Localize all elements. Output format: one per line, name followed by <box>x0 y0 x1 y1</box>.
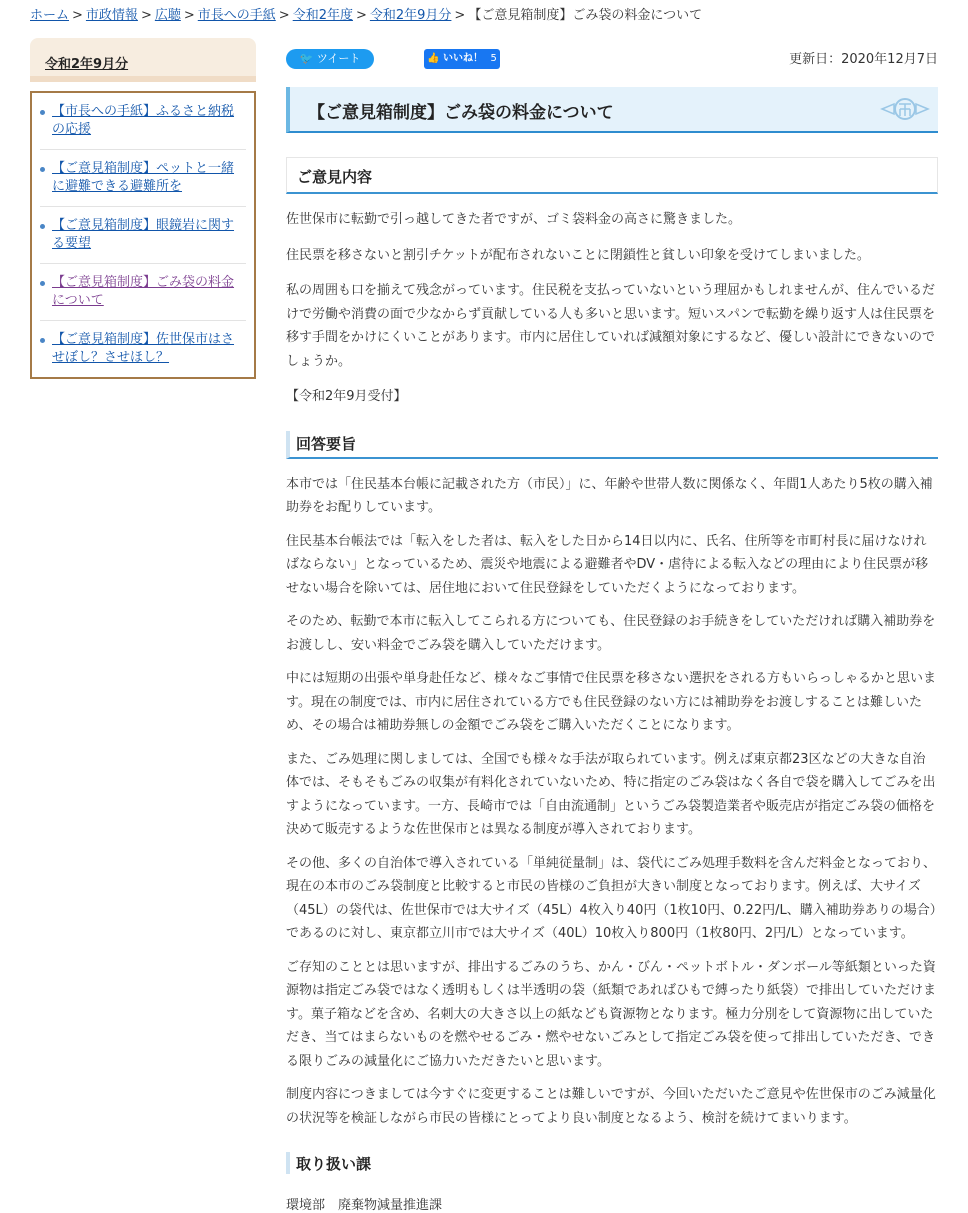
answer-paragraph: ご存知のこととは思いますが、排出するごみのうち、かん・びん・ペットボトル・ダンボール等紙類といった資源物は指定ごみ袋ではなく透明もしくは半透明の袋（紙類であればひもで縛ったり紙袋）で排出していただけます。菓子箱などを含め、名刺大の大きさ以上の紙なども資源物となります。極力分別をして資源物に出していただき、当てはまらないものを燃やせるごみ・燃やせないごみとして指定ごみ袋を使って排出していただき、できる限りごみの減量化にご協力いただきたいと思います。 <box>286 959 937 1069</box>
breadcrumb-fiscal-year[interactable]: 令和2年度 <box>292 8 353 23</box>
bullet-icon <box>40 281 45 286</box>
breadcrumb-letters-to-mayor[interactable]: 市長への手紙 <box>197 8 276 23</box>
sidebar-link-garbage-bag[interactable]: 【ご意見箱制度】ごみ袋の料金について <box>52 275 235 308</box>
opinion-paragraph: 私の周囲も口を揃えて残念がっています。住民税を支払っていないという理屈かもしれませんが、住んでいるだけで労働や消費の面で少なからず貢献している人も多いと思います。短いスパンで転勤を繰り返す人は住民票を移す手間をかけにくいことがあります。市内に居住していれば減額対象にするなど、優しい設計にできないのでしょうか。 <box>286 283 935 369</box>
tweet-button[interactable] <box>286 49 374 69</box>
breadcrumb-separator: > <box>454 8 466 23</box>
breadcrumb-separator: > <box>72 8 83 23</box>
bullet-icon <box>40 167 45 172</box>
opinion-received-date: 【令和2年9月受付】 <box>286 389 407 404</box>
department-name: 環境部 廃棄物減量推進課 <box>286 1198 443 1213</box>
opinion-paragraph: 佐世保市に転勤で引っ越してきた者ですが、ゴミ袋料金の高さに驚きました。 <box>286 212 742 227</box>
breadcrumb-public-hearing[interactable]: 広聴 <box>154 8 181 23</box>
breadcrumb-separator: > <box>355 8 367 23</box>
thumbs-up-icon: 👍 <box>427 53 444 64</box>
sidebar-item <box>40 264 246 321</box>
answer-paragraph: 制度内容につきましては今すぐに変更することは難しいですが、今回いただいたご意見や佐世保市のごみ減量化の状況等を検証しながら市民の皆様にとってより良い制度となるよう、検討を続けてまいります。 <box>286 1087 936 1126</box>
breadcrumb-separator: > <box>183 8 195 23</box>
twitter-bird-icon: 🐦 <box>299 52 317 65</box>
breadcrumb-month[interactable]: 令和2年9月分 <box>369 8 452 23</box>
opinion-paragraph: 住民票を移さないと割引チケットが配布されないことに閉鎖性と貧しい印象を受けてしまいました。 <box>286 247 870 263</box>
opinion-section <box>286 208 938 409</box>
opinion-heading: ご意見内容 <box>297 168 373 186</box>
answer-paragraph: また、ごみ処理に関しましては、全国でも様々な手法が取られています。例えば東京都23区などの大きな自治体では、そもそもごみの収集が有料化されていないため、特に指定のごみ袋はなく各自で袋を購入してごみを出すようになっています。一方、長崎市では「自由流通制」というごみ袋製造業者や販売店が指定ごみ袋の価格を決めて販売するような佐世保市とは異なる制度が導入されております。 <box>286 751 936 837</box>
bullet-icon <box>40 338 45 343</box>
updated-date: 更新日：2020年12月7日 <box>789 52 938 67</box>
sidebar-link-furusato[interactable]: 【市長への手紙】ふるさと納税の応援 <box>52 104 235 137</box>
sidebar <box>30 38 256 379</box>
answer-paragraph: そのため、転勤で本市に転入してこられる方についても、住民登録のお手続きをしていただければ購入補助券をお渡しし、安い料金でごみ袋を購入していただけます。 <box>286 614 936 653</box>
answer-paragraph: その他、多くの自治体で導入されている「単純従量制」は、袋代にごみ処理手数料を含んだ料金となっており、現在の本市のごみ袋制度と比較すると市民の皆様のご負担が大きい制度となっております。例えば、大サイズ（45L）の袋代は、佐世保市では大サイズ（45L）4枚入り40円（1枚10円、0.22円/L、購入補助券ありの場合）であるのに対し、東京都立川市では大サイズ（40L）10枚入り800円（1枚80円、2円/L）となっています。 <box>286 855 937 941</box>
sidebar-item <box>40 93 246 150</box>
answer-heading: 回答要旨 <box>296 434 357 453</box>
sidebar-item <box>40 150 246 207</box>
tweet-label: ツイート <box>316 52 361 65</box>
sidebar-header <box>30 38 256 82</box>
answer-heading-box <box>286 431 938 459</box>
city-emblem-icon <box>880 94 930 124</box>
like-count: 5 <box>490 53 497 64</box>
facebook-like-button[interactable] <box>424 49 500 69</box>
answer-paragraph: 中には短期の出張や単身赴任など、様々なご事情で住民票を移さない選択をされる方もいらっしゃるかと思います。現在の制度では、市内に居住されている方でも住民登録のない方には補助券をお渡しすることは難しいため、その場合は補助券無しの金額でごみ袋をご購入いただくことになります。 <box>286 671 937 733</box>
breadcrumb-home[interactable]: ホーム <box>30 8 70 23</box>
breadcrumb-current: 【ご意見箱制度】ごみ袋の料金について <box>468 8 703 23</box>
bullet-icon <box>40 110 45 115</box>
page-title: 【ご意見箱制度】ごみ袋の料金について <box>308 103 614 123</box>
department-heading: 取り扱い課 <box>296 1155 372 1173</box>
sidebar-link-sasebo-name[interactable]: 【ご意見箱制度】佐世保市はさせぼし？させほし？ <box>52 332 235 365</box>
share-row <box>286 40 938 68</box>
department-heading-box <box>286 1152 938 1174</box>
bullet-icon <box>40 224 45 229</box>
opinion-heading-box <box>286 157 938 194</box>
breadcrumb-city-info[interactable]: 市政情報 <box>85 8 138 23</box>
answer-section <box>286 473 938 1131</box>
breadcrumb-separator: > <box>140 8 152 23</box>
breadcrumb <box>30 6 950 26</box>
page-title-box <box>286 87 938 133</box>
main-content <box>286 40 938 1213</box>
sidebar-item <box>40 321 246 377</box>
sidebar-list <box>30 91 256 379</box>
breadcrumb-separator: > <box>278 8 290 23</box>
answer-paragraph: 本市では「住民基本台帳に記載された方（市民）」に、年齢や世帯人数に関係なく、年間1人あたり5枚の購入補助券をお配りしています。 <box>286 476 933 515</box>
answer-paragraph: 住民基本台帳法では「転入をした者は、転入をした日から14日以内に、氏名、住所等を市町村長に届けなければならない」となっているため、震災や地震による避難者やDV・虐待による転入などの理由により住民票が移せない場合を除いては、居住地において住民登録をしていただくようになっております。 <box>286 533 929 596</box>
sidebar-link-megane-iwa[interactable]: 【ご意見箱制度】眼鏡岩に関する要望 <box>52 218 235 251</box>
like-label: いいね！ <box>443 53 484 64</box>
sidebar-item <box>40 207 246 264</box>
sidebar-title[interactable]: 令和2年9月分 <box>45 57 129 72</box>
sidebar-link-pet-shelter[interactable]: 【ご意見箱制度】ペットと一緒に避難できる避難所を <box>52 161 235 194</box>
